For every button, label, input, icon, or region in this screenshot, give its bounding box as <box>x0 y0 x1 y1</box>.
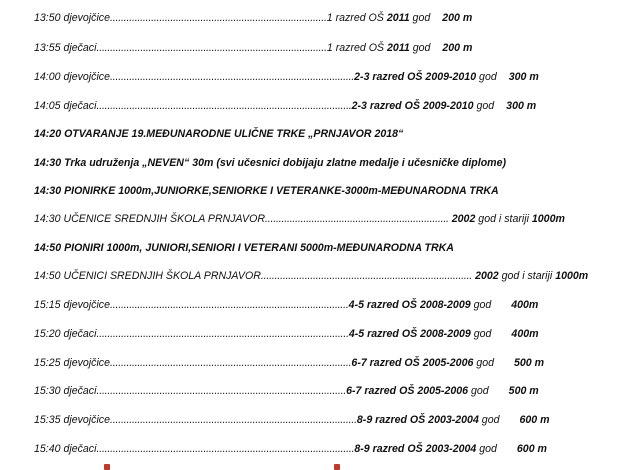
row-group: djevojčice <box>63 414 110 426</box>
row-dots: ............................................................................................. <box>96 100 352 112</box>
row-year: 2005-2006 <box>422 357 474 369</box>
schedule-row <box>34 383 631 399</box>
row-distance: 1000m <box>555 270 589 282</box>
row-god: god i stariji <box>478 213 529 225</box>
row-time: 15:40 <box>34 443 61 455</box>
row-year: 2005-2006 <box>417 385 469 397</box>
row-distance: 300 m <box>508 71 539 83</box>
row-dots: .................................................................................... <box>96 42 327 54</box>
row-distance: 500 m <box>514 357 545 369</box>
row-year: 2009-2010 <box>425 71 477 83</box>
row-god: god <box>479 443 497 455</box>
schedule-row <box>34 211 631 227</box>
row-group: dječaci <box>63 328 97 340</box>
schedule-row <box>34 297 631 313</box>
row-god: god i stariji <box>501 270 553 282</box>
row-time: 15:30 <box>34 385 61 397</box>
schedule-row <box>34 98 631 114</box>
schedule-row <box>34 412 631 428</box>
schedule-row <box>34 10 631 26</box>
row-god: god <box>412 42 431 54</box>
row-group: djevojčice <box>63 71 110 83</box>
row-year: 2011 <box>386 42 410 54</box>
row-group: dječaci <box>63 42 97 54</box>
row-group: UČENICE SREDNJIH ŠKOLA PRNJAVOR <box>63 213 265 225</box>
schedule-headline <box>34 183 631 199</box>
row-god: god <box>481 414 500 426</box>
row-distance: 600 m <box>516 443 547 455</box>
row-grade: 2002 <box>451 213 476 225</box>
row-group: djevojčice <box>63 12 110 24</box>
row-time: 14:00 <box>34 71 61 83</box>
row-group: dječaci <box>63 443 97 455</box>
schedule-row <box>34 326 631 342</box>
row-time: 15:20 <box>34 328 61 340</box>
row-year: 2003-2004 <box>428 414 479 426</box>
row-time: 15:25 <box>34 357 61 369</box>
row-time: 14:05 <box>34 100 61 112</box>
schedule-headline <box>34 155 631 171</box>
row-time: 15:15 <box>34 299 61 311</box>
row-distance: 200 m <box>442 12 473 24</box>
row-grade: 2-3 razred OŠ <box>354 71 423 83</box>
schedule-row <box>34 355 631 371</box>
row-time: 15:35 <box>34 414 61 426</box>
row-distance: 400m <box>511 328 539 340</box>
row-dots: ......................................................................................... <box>110 71 355 83</box>
row-time: 13:50 <box>34 12 61 24</box>
row-group: dječaci <box>63 385 97 397</box>
schedule-headline <box>34 126 631 142</box>
row-dots: ........................................................................................ <box>110 357 352 369</box>
cropped-mark <box>104 464 110 470</box>
schedule-row <box>34 69 631 85</box>
row-group: djevojčice <box>63 299 110 311</box>
schedule-row <box>34 441 631 457</box>
row-dots: .............................................................................................. <box>96 443 355 455</box>
row-god: god <box>473 299 492 311</box>
row-dots: ....................................................................................... <box>110 299 349 311</box>
row-grade: 1 razred OŠ <box>326 42 385 54</box>
row-group: djevojčice <box>63 357 110 369</box>
headline-text: PIONIRI 1000m, JUNIORI,SENIORI I VETERANI 5000m-MEĐUNARODNA TRKA <box>64 242 454 254</box>
row-god: god <box>470 385 489 397</box>
row-distance: 300 m <box>506 100 537 112</box>
row-distance: 400m <box>511 299 539 311</box>
row-grade: 4-5 razred OŠ <box>348 299 417 311</box>
headline-text: Trka udruženja „NEVEN“ 30m (svi učesnici dobijaju zlatne medalje i učesničke diplome) <box>64 157 506 169</box>
row-grade: 1 razred OŠ <box>326 12 384 24</box>
row-group: dječaci <box>63 100 97 112</box>
cropped-mark <box>334 464 340 470</box>
row-time: 14:50 <box>34 242 62 254</box>
row-time: 13:55 <box>34 42 61 54</box>
row-god: god <box>473 328 492 340</box>
row-dots: ............................................................................................ <box>96 328 349 340</box>
headline-text: OTVARANJE 19.MEĐUNARODNE ULIČNE TRKE „PRNJAVOR 2018“ <box>64 128 404 140</box>
row-distance: 500 m <box>508 385 539 397</box>
row-dots: ........................................................................................... <box>96 385 347 397</box>
row-god: god <box>412 12 431 24</box>
row-distance: 600 m <box>519 414 550 426</box>
schedule-row <box>34 40 631 56</box>
row-dots: ............................................................................. <box>260 270 473 282</box>
row-time: 14:30 <box>34 185 62 197</box>
row-grade: 2-3 razred OŠ <box>351 100 420 112</box>
row-grade: 6-7 razred OŠ <box>351 357 420 369</box>
row-grade: 6-7 razred OŠ <box>346 385 415 397</box>
row-grade: 4-5 razred OŠ <box>348 328 418 340</box>
row-time: 14:50 <box>34 270 61 282</box>
row-time: 14:30 <box>34 157 62 169</box>
headline-text: PIONIRKE 1000m,JUNIORKE,SENIORKE I VETERANKE-3000m-MEĐUNARODNA TRKA <box>64 185 499 197</box>
row-time: 14:20 <box>34 128 62 140</box>
row-year: 2008-2009 <box>419 299 471 311</box>
row-grade: 2002 <box>475 270 499 282</box>
row-year: 2003-2004 <box>425 443 477 455</box>
row-year: 2008-2009 <box>420 328 471 340</box>
row-dots: ............................................................................... <box>110 12 327 24</box>
row-year: 2009-2010 <box>422 100 474 112</box>
row-distance: 1000m <box>531 213 565 225</box>
row-dots: .......................................................................................... <box>110 414 357 426</box>
row-distance: 200 m <box>442 42 473 54</box>
row-god: god <box>479 71 497 83</box>
row-grade: 8-9 razred OŠ <box>354 443 423 455</box>
row-year: 2011 <box>386 12 410 24</box>
row-dots: ................................................................... <box>265 213 449 225</box>
row-time: 14:30 <box>34 213 61 225</box>
row-god: god <box>476 357 494 369</box>
schedule-row <box>34 268 631 284</box>
row-grade: 8-9 razred OŠ <box>356 414 426 426</box>
cropped-next-line <box>34 462 619 470</box>
row-god: god <box>476 100 495 112</box>
row-group: UČENICI SREDNJIH ŠKOLA PRNJAVOR <box>63 270 261 282</box>
schedule-headline <box>34 240 631 256</box>
